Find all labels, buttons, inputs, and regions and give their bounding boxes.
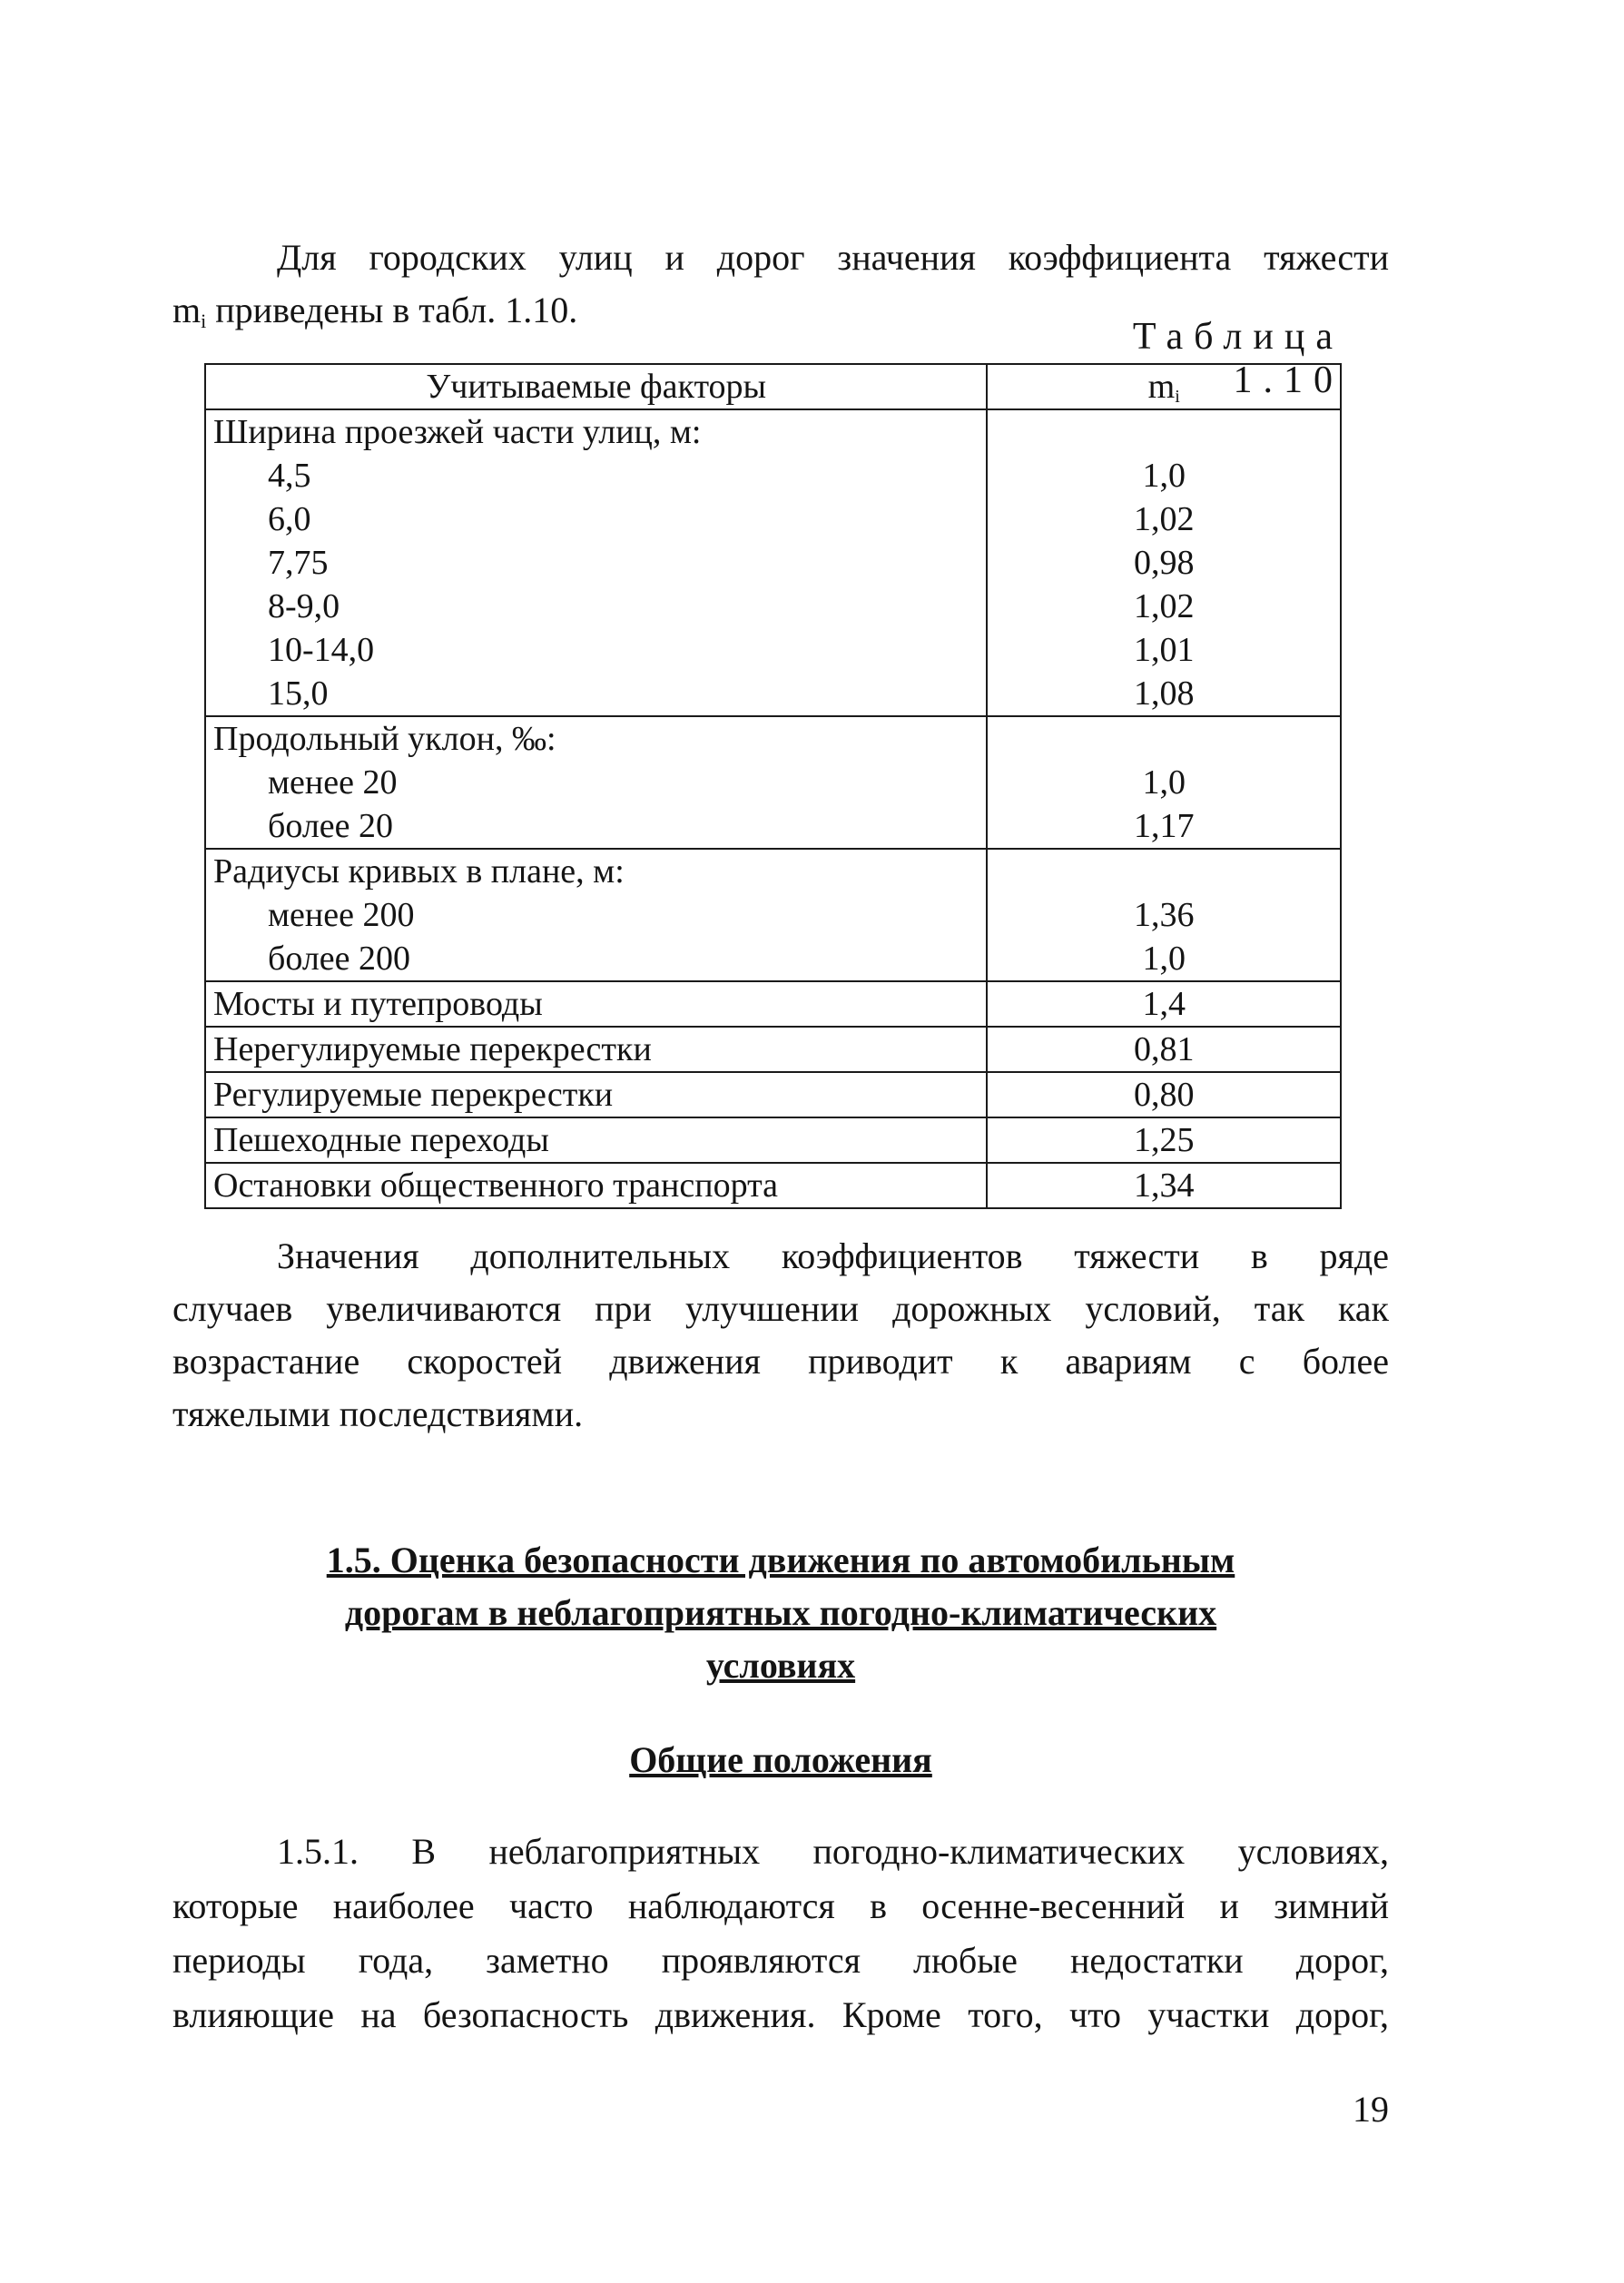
factor-value: менее 20 (268, 763, 398, 802)
coef-value: 1,02 (1133, 500, 1195, 538)
group-factors-cell (205, 409, 987, 716)
paragraph-line: тяжелыми последствиями. (172, 1393, 584, 1434)
coef-value: 1,02 (1133, 587, 1195, 625)
group-values-cell (987, 409, 1341, 716)
coef-value: 1,17 (1133, 807, 1195, 845)
coef-value: 1,25 (1133, 1121, 1195, 1159)
factor-value: более 20 (268, 807, 394, 845)
section-title (172, 1534, 1389, 1692)
coef-value: 1,01 (1133, 631, 1195, 669)
coef-value: 0,80 (1133, 1076, 1195, 1114)
table-caption: Таблица 1.10 (1132, 316, 1343, 401)
header-factors: Учитываемые факторы (205, 364, 987, 409)
factor-name: Нерегулируемые перекрестки (213, 1030, 652, 1068)
table-row (205, 1117, 1341, 1163)
group-factors-cell (205, 716, 987, 849)
section-title-line: 1.5. Оценка безопасности движения по автомобильным (326, 1540, 1235, 1580)
coef-value: 1,34 (1133, 1166, 1195, 1205)
table-header-row (205, 364, 1341, 409)
group-title: Ширина проезжей части улиц, м: (213, 413, 702, 451)
factors-table (204, 363, 1342, 1209)
note-paragraph (172, 1230, 1389, 1441)
body-line: влияющие на безопасность движения. Кроме того, что участки дорог, (172, 1994, 1389, 2035)
coef-value: 1,08 (1133, 674, 1195, 713)
paragraph-line: возрастание скоростей движения приводит к авариям с более (172, 1341, 1389, 1382)
paragraph-line: Значения дополнительных коэффициентов тяжести в ряде (277, 1235, 1389, 1276)
subheading: Общие положения (629, 1739, 932, 1780)
coef-value: 0,98 (1133, 544, 1195, 582)
group-title: Радиусы кривых в плане, м: (213, 852, 625, 891)
factor-name: Пешеходные переходы (213, 1121, 549, 1159)
factor-value: 10-14,0 (268, 631, 375, 669)
factor-name: Мосты и путепроводы (213, 985, 543, 1023)
factor-name: Остановки общественного транспорта (213, 1166, 779, 1205)
coef-value: 1,36 (1133, 896, 1195, 934)
factor-value: 4,5 (268, 457, 311, 495)
factor-value: менее 200 (268, 896, 415, 934)
table-row (205, 1163, 1341, 1208)
page-number: 19 (1353, 2089, 1389, 2130)
header-value-symbol: m (1147, 368, 1176, 406)
group-title: Продольный уклон, ‰: (213, 720, 556, 758)
factor-value: 15,0 (268, 674, 329, 713)
paragraph-line: случаев увеличиваются при улучшении дорожных условий, так как (172, 1288, 1389, 1329)
table-row-group (205, 849, 1341, 981)
intro-line-1: Для городских улиц и дорог значения коэффициента тяжести (277, 237, 1389, 278)
table-row (205, 1072, 1341, 1117)
coef-symbol: m (172, 290, 202, 330)
factor-name: Регулируемые перекрестки (213, 1076, 614, 1114)
group-factors-cell (205, 849, 987, 981)
factor-value: более 200 (268, 940, 411, 978)
body-line: периоды года, заметно проявляются любые недостатки дорог, (172, 1940, 1389, 1981)
body-line: которые наиболее часто наблюдаются в осенне-весенний и зимний (172, 1885, 1389, 1926)
coef-value: 1,4 (1142, 985, 1186, 1023)
factor-value: 7,75 (268, 544, 329, 582)
group-values-cell (987, 849, 1341, 981)
coef-value: 0,81 (1133, 1030, 1195, 1068)
coef-index: i (201, 310, 207, 332)
section-title-line: условиях (705, 1645, 856, 1686)
intro-line-2-rest: приведены в табл. 1.10. (206, 290, 578, 330)
table-row (205, 1027, 1341, 1072)
group-values-cell (987, 716, 1341, 849)
body-line: 1.5.1. В неблагоприятных погодно-климатических условиях, (277, 1831, 1389, 1872)
header-value (987, 364, 1341, 409)
table-row-group (205, 716, 1341, 849)
table-row (205, 981, 1341, 1027)
factor-value: 8-9,0 (268, 587, 340, 625)
factor-value: 6,0 (268, 500, 311, 538)
table-row-group (205, 409, 1341, 716)
coef-value: 1,0 (1142, 763, 1186, 802)
coef-value: 1,0 (1142, 457, 1186, 495)
body-paragraph (172, 1825, 1389, 2042)
section-title-line: дорогам в неблагоприятных погодно-климатических (344, 1592, 1217, 1633)
header-value-index: i (1175, 387, 1180, 407)
coef-value: 1,0 (1142, 940, 1186, 978)
